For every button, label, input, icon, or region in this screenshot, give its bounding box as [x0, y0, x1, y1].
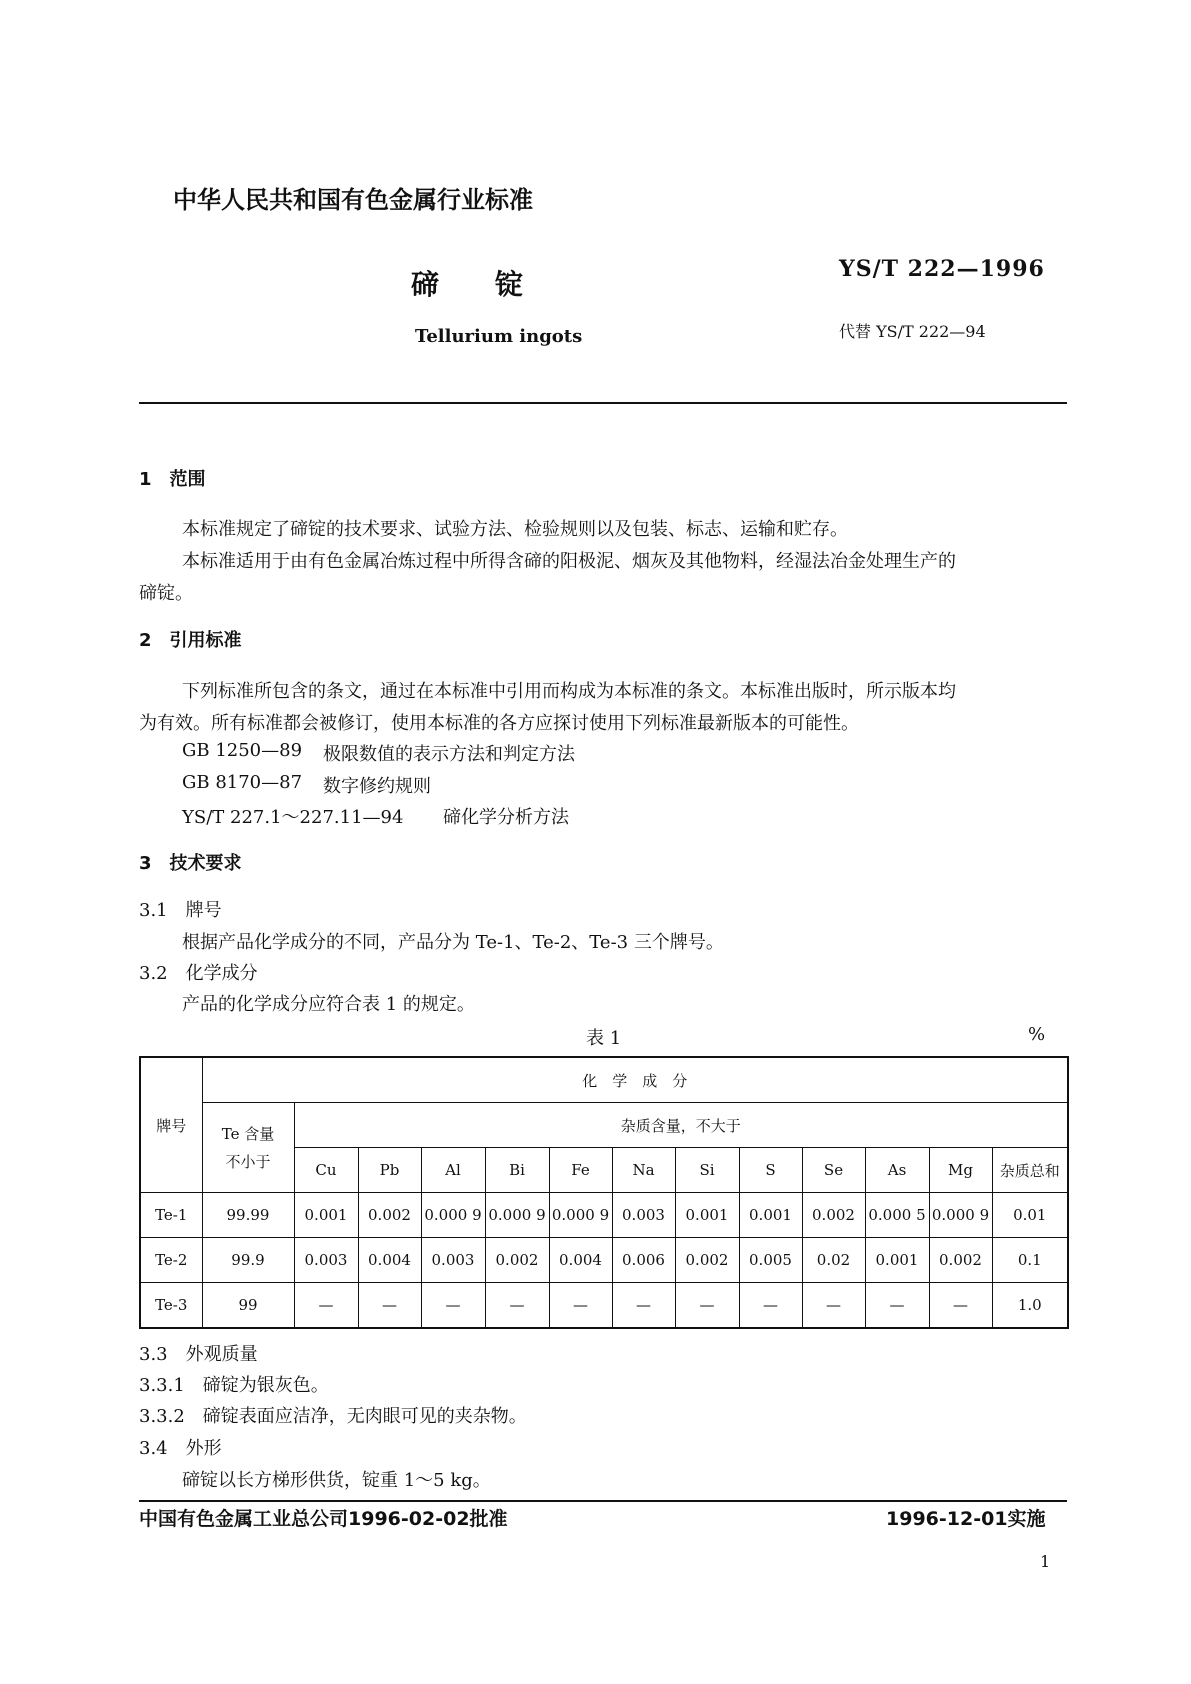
impurity-cell: —	[294, 1283, 358, 1329]
impurity-cell: 0.003	[421, 1238, 485, 1283]
impurity-cell: 0.000 9	[549, 1193, 612, 1238]
element-header: As	[865, 1148, 929, 1193]
replaces-code: 代替 YS/T 222—94	[839, 322, 986, 341]
impurity-cell: 0.005	[739, 1238, 802, 1283]
header-rule	[139, 402, 1067, 404]
header-chemical: 化 学 成 分	[202, 1057, 1068, 1103]
paragraph: 产品的化学成分应符合表 1 的规定。	[182, 994, 475, 1015]
element-header: Pb	[358, 1148, 421, 1193]
element-header: Mg	[929, 1148, 992, 1193]
header-impurity: 杂质含量，不大于	[294, 1103, 1068, 1148]
header-te-content	[202, 1103, 294, 1193]
paragraph: 下列标准所包含的条文，通过在本标准中引用而构成为本标准的条文。本标准出版时，所示版本均	[182, 681, 956, 702]
paragraph: 碲锭。	[139, 583, 193, 604]
impurity-cell: 0.004	[358, 1238, 421, 1283]
standard-category: 中华人民共和国有色金属行业标准	[173, 186, 533, 214]
subsection-heading: 3.2 化学成分	[139, 963, 258, 984]
reference-title: 碲化学分析方法	[443, 807, 569, 828]
impurity-cell: 0.003	[612, 1193, 675, 1238]
impurity-cell: —	[739, 1283, 802, 1329]
approval-line: 中国有色金属工业总公司1996-02-02批准	[139, 1508, 508, 1530]
title-cn: 碲 锭	[411, 268, 524, 301]
impurity-cell: —	[802, 1283, 865, 1329]
impurity-cell: 0.001	[739, 1193, 802, 1238]
impurity-cell: 0.002	[358, 1193, 421, 1238]
section-2-heading: 2 引用标准	[139, 630, 242, 651]
header-grade: 牌号	[140, 1057, 202, 1193]
te-content-cell: 99.9	[202, 1238, 294, 1283]
subsection-heading: 3.1 牌号	[139, 900, 222, 921]
element-header: Al	[421, 1148, 485, 1193]
impurity-cell: 0.001	[294, 1193, 358, 1238]
impurity-cell: 0.002	[675, 1238, 739, 1283]
reference-title: 数字修约规则	[323, 776, 431, 797]
section-3-heading: 3 技术要求	[139, 853, 242, 874]
table-caption: 表 1	[586, 1028, 622, 1049]
impurity-cell: 0.001	[675, 1193, 739, 1238]
table-row	[140, 1193, 1068, 1238]
impurity-cell: 0.000 9	[421, 1193, 485, 1238]
impurity-cell: 0.004	[549, 1238, 612, 1283]
table-row	[140, 1238, 1068, 1283]
subsection-heading: 3.3.2 碲锭表面应洁净，无肉眼可见的夹杂物。	[139, 1406, 527, 1427]
reference-code: GB 1250—89	[182, 740, 303, 761]
subsection-heading: 3.4 外形	[139, 1438, 222, 1459]
standard-code: YS/T 222—1996	[839, 256, 1045, 282]
element-header: Fe	[549, 1148, 612, 1193]
impurity-cell: —	[929, 1283, 992, 1329]
table-row	[140, 1283, 1068, 1329]
element-header: Na	[612, 1148, 675, 1193]
impurity-cell: —	[549, 1283, 612, 1329]
impurity-cell: —	[421, 1283, 485, 1329]
chemical-composition-table	[139, 1056, 1069, 1329]
paragraph: 根据产品化学成分的不同，产品分为 Te-1、Te-2、Te-3 三个牌号。	[182, 932, 724, 953]
element-header: Si	[675, 1148, 739, 1193]
impurity-cell: 0.002	[929, 1238, 992, 1283]
impurity-cell: 0.006	[612, 1238, 675, 1283]
footer-rule	[139, 1500, 1067, 1502]
impurity-cell: 0.002	[485, 1238, 549, 1283]
impurity-cell: 0.02	[802, 1238, 865, 1283]
header-te-line1: Te 含量	[221, 1124, 275, 1143]
element-header: Cu	[294, 1148, 358, 1193]
reference-title: 极限数值的表示方法和判定方法	[323, 744, 575, 765]
paragraph: 碲锭以长方梯形供货，锭重 1～5 kg。	[182, 1470, 491, 1491]
impurity-cell: 0.001	[865, 1238, 929, 1283]
impurity-cell: 0.000 9	[929, 1193, 992, 1238]
impurity-cell: 1.0	[992, 1283, 1068, 1329]
implementation-date: 1996-12-01实施	[886, 1508, 1046, 1530]
element-header: Bi	[485, 1148, 549, 1193]
grade-cell: Te-1	[140, 1193, 202, 1238]
impurity-cell: 0.01	[992, 1193, 1068, 1238]
header-te-line2: 不小于	[225, 1152, 271, 1171]
section-1-heading: 1 范围	[139, 469, 206, 490]
impurity-cell: —	[485, 1283, 549, 1329]
impurity-cell: 0.1	[992, 1238, 1068, 1283]
impurity-cell: —	[675, 1283, 739, 1329]
subsection-heading: 3.3.1 碲锭为银灰色。	[139, 1375, 329, 1396]
element-header: S	[739, 1148, 802, 1193]
reference-code: YS/T 227.1～227.11—94	[182, 807, 404, 828]
impurity-cell: 0.003	[294, 1238, 358, 1283]
impurity-cell: 0.002	[802, 1193, 865, 1238]
paragraph: 本标准适用于由有色金属冶炼过程中所得含碲的阳极泥、烟灰及其他物料，经湿法冶金处理生产的	[182, 551, 956, 572]
grade-cell: Te-3	[140, 1283, 202, 1329]
te-content-cell: 99.99	[202, 1193, 294, 1238]
element-header: 杂质总和	[992, 1148, 1068, 1193]
te-content-cell: 99	[202, 1283, 294, 1329]
title-en: Tellurium ingots	[415, 326, 583, 347]
impurity-cell: 0.000 5	[865, 1193, 929, 1238]
element-header: Se	[802, 1148, 865, 1193]
reference-code: GB 8170—87	[182, 772, 303, 793]
impurity-cell: 0.000 9	[485, 1193, 549, 1238]
impurity-cell: —	[612, 1283, 675, 1329]
table-unit: %	[1028, 1024, 1046, 1045]
grade-cell: Te-2	[140, 1238, 202, 1283]
impurity-cell: —	[358, 1283, 421, 1329]
page-number: 1	[1040, 1552, 1051, 1571]
impurity-cell: —	[865, 1283, 929, 1329]
paragraph: 为有效。所有标准都会被修订，使用本标准的各方应探讨使用下列标准最新版本的可能性。	[139, 713, 859, 734]
subsection-heading: 3.3 外观质量	[139, 1344, 258, 1365]
paragraph: 本标准规定了碲锭的技术要求、试验方法、检验规则以及包装、标志、运输和贮存。	[182, 519, 848, 540]
